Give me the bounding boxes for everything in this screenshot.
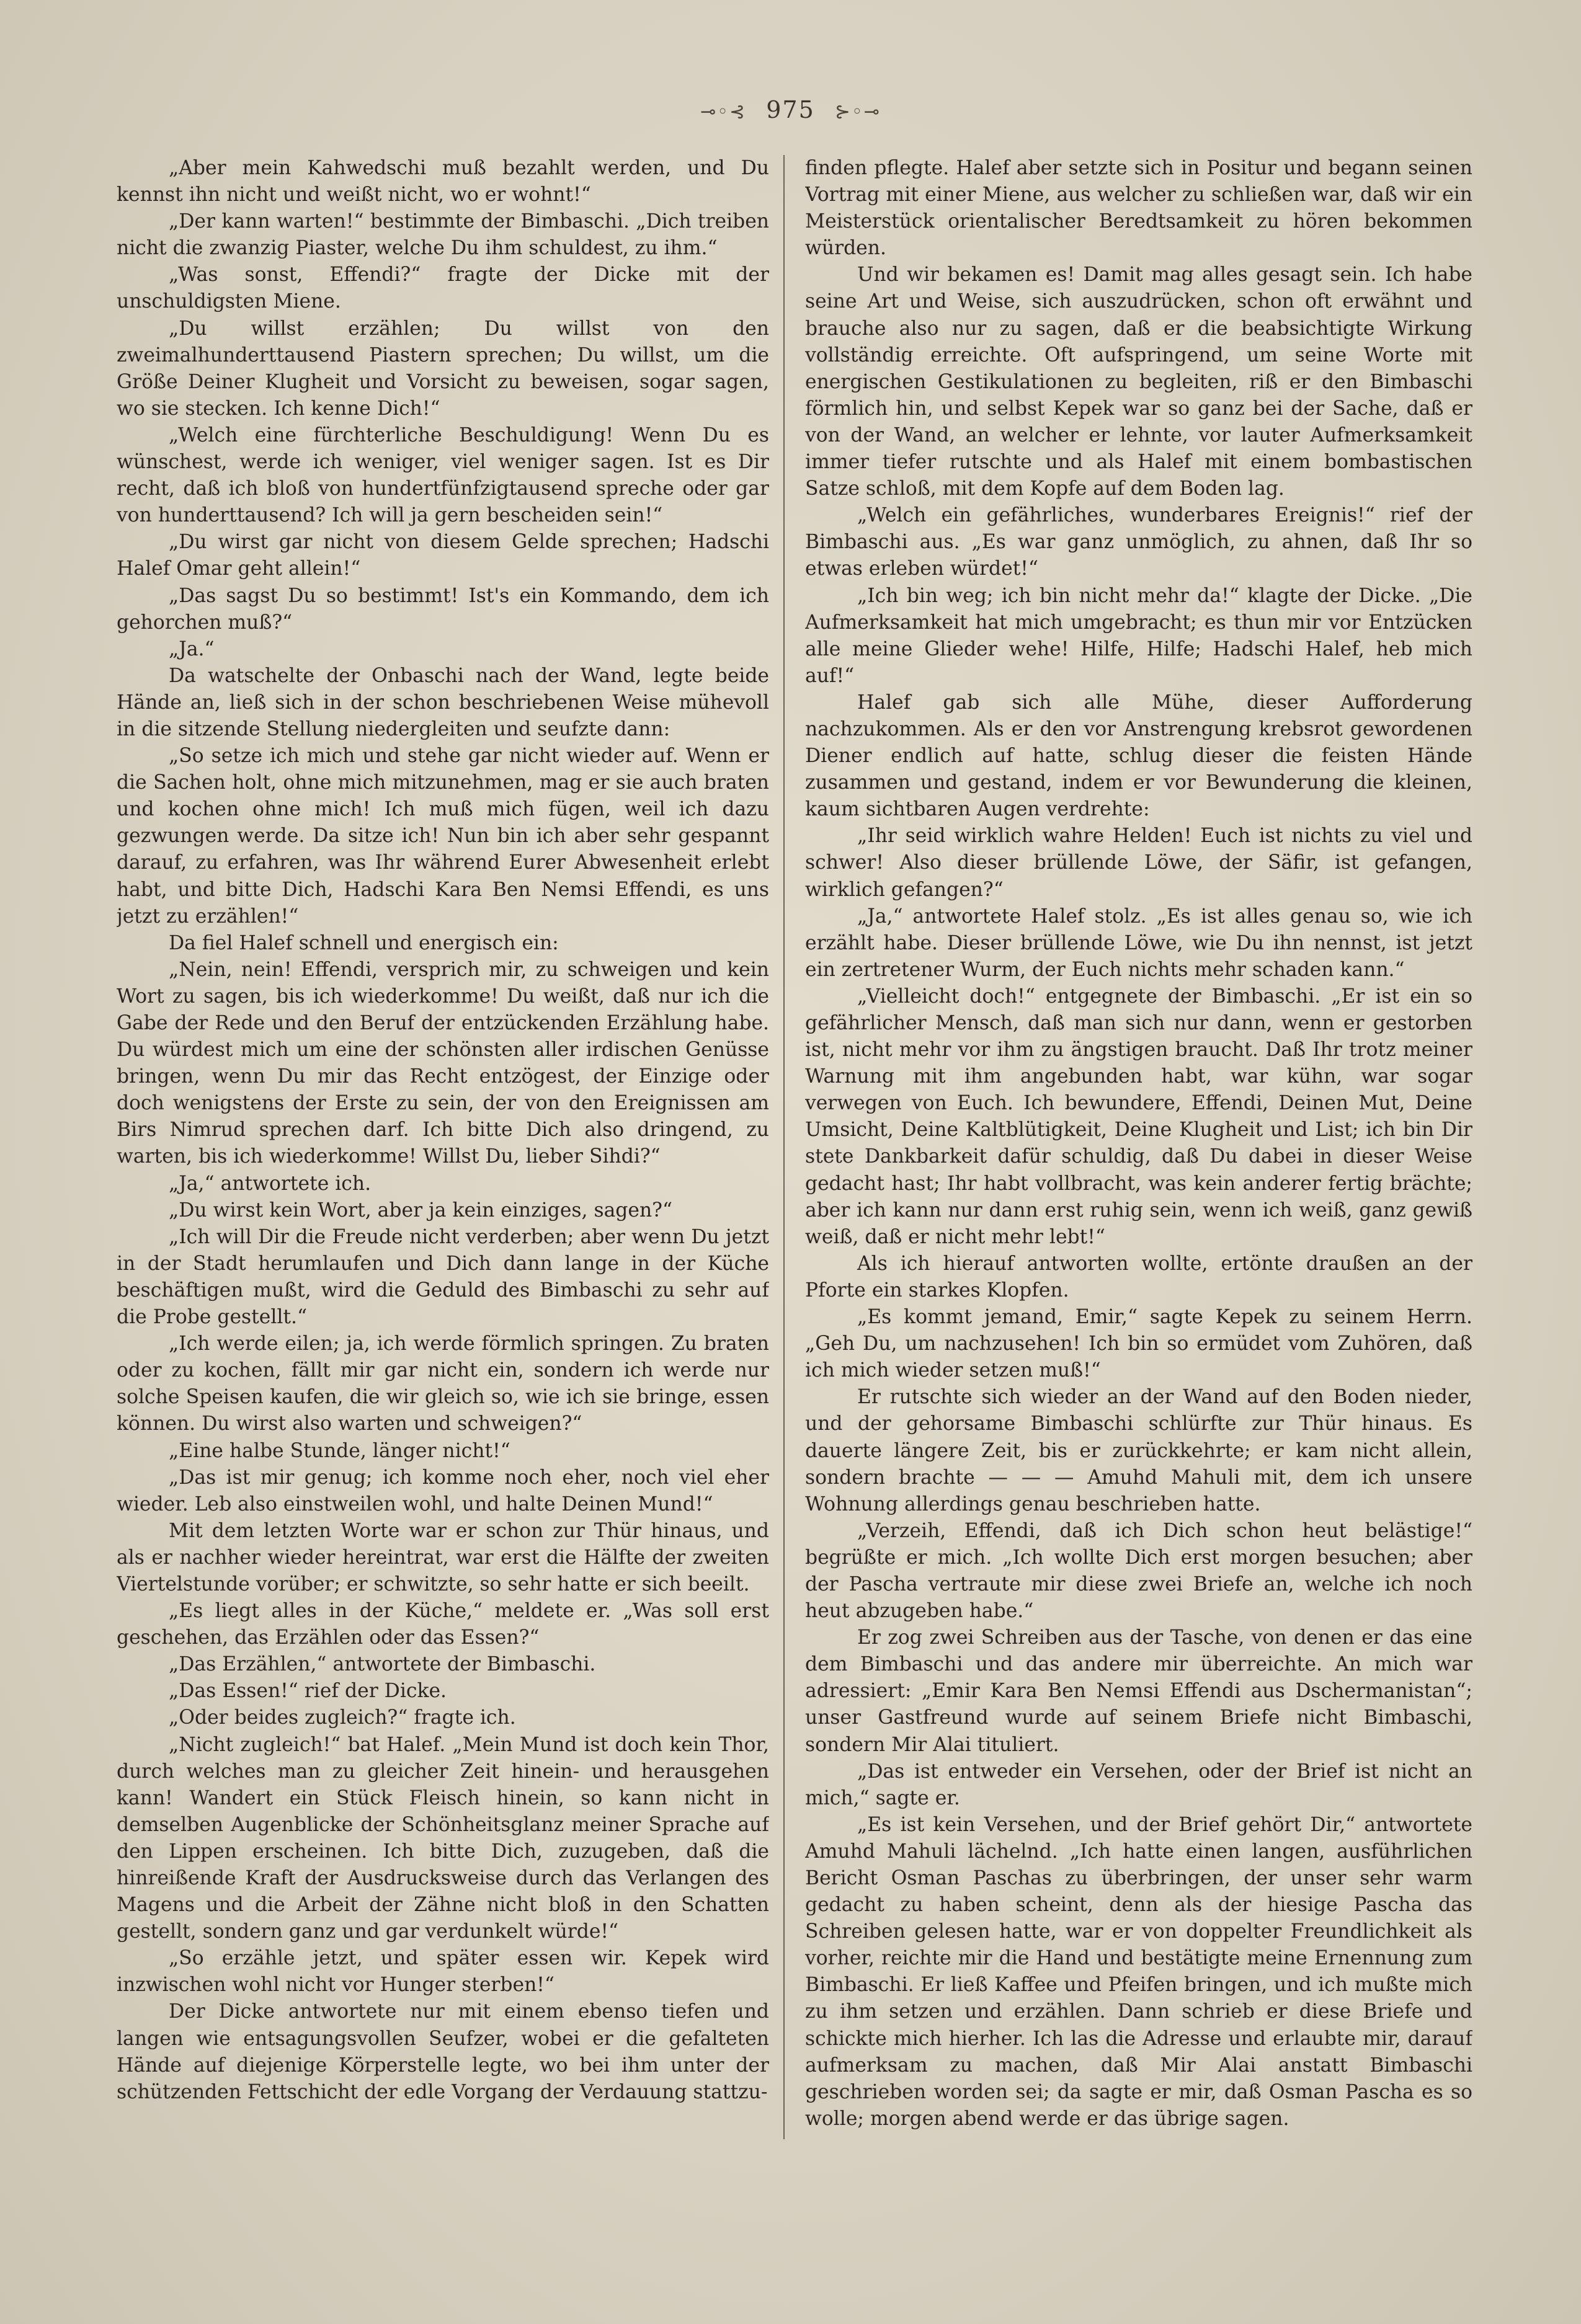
paragraph: „Ich bin weg; ich bin nicht mehr da!“ klagte der Dicke. „Die Aufmerksamkeit hat mich umgebracht; es thun mir vor Entzücken alle meine Glieder wehe! Hilfe, Hilfe; Hadschi Halef, heb mich auf!“ [805, 584, 1472, 687]
paragraph: „Verzeih, Effendi, daß ich Dich schon heut belästige!“ begrüßte er mich. „Ich wollte Dich erst morgen besuchen; aber der Pascha vertraute mir diese zwei Briefe an, welche ich noch heut abzugeben habe.“ [805, 1519, 1472, 1623]
paragraph: „Es kommt jemand, Emir,“ sagte Kepek zu seinem Herrn. „Geh Du, um nachzusehen! Ich bin so ermüdet vom Zuhören, daß ich mich wieder setzen muß!“ [805, 1306, 1472, 1382]
paragraph: „So erzähle jetzt, und später essen wir. Kepek wird inzwischen wohl nicht vor Hunger sterben!“ [117, 1947, 769, 1997]
paragraph: Da fiel Halef schnell und energisch ein: [169, 931, 559, 954]
paragraph: „Du willst erzählen; Du willst von den zweimalhunderttausend Piastern sprechen; Du willst, um die Größe Deiner Klugheit und Vorsicht zu beweisen, sogar sagen, wo sie stecken. Ich kenne Dich!“ [117, 317, 769, 420]
paragraph: Halef gab sich alle Mühe, dieser Aufforderung nachzukommen. Als er den vor Anstrengung krebsrot gewordenen Diener endlich auf hatte, schlug dieser die feisten Hände zusammen und gestand, indem er vor Bewunderung die kleinen, kaum sichtbaren Augen verdrehte: [805, 691, 1472, 821]
paragraph: Als ich hierauf antworten wollte, ertönte draußen an der Pforte ein starkes Klopfen. [805, 1252, 1472, 1302]
paragraph: „Ich werde eilen; ja, ich werde förmlich springen. Zu braten oder zu kochen, fällt mir gar nicht ein, sondern ich werde nur solche Speisen kaufen, die wir gleich so, wie ich sie bringe, essen können. Du wirst also warten und schweigen?“ [117, 1333, 769, 1435]
paragraph: Da watschelte der Onbaschi nach der Wand, legte beide Hände an, ließ sich in der schon beschriebenen Weise mühevoll in die sitzende Stellung niedergleiten und seufzte dann: [117, 664, 769, 740]
paragraph: „Du wirst kein Wort, aber ja kein einziges, sagen?“ [169, 1199, 673, 1222]
left-text-column [117, 155, 769, 2139]
paragraph: Er rutschte sich wieder an der Wand auf den Boden nieder, und der gehorsame Bimbaschi schlürfte zur Thür hinaus. Es dauerte längere Zeit, bis er zurückkehrte; er kam nicht allein, sondern brachte — — — Amuhd Mahuli mit, dem ich unsere Wohnung allerdings genau beschrieben hatte. [805, 1386, 1472, 1515]
paragraph: „Es ist kein Versehen, und der Brief gehört Dir,“ antwortete Amuhd Mahuli lächelnd. „Ich hatte einen langen, ausführlichen Bericht Osman Paschas zu überbringen, der unser sehr warm gedacht zu haben scheint, denn als der hiesige Pascha das Schreiben gelesen hatte, war er von doppelter Freundlichkeit als vorher, reichte mir die Hand und bestätigte meine Ernennung zum Bimbaschi. Er ließ Kaffee und Pfeifen bringen, und ich mußte mich zu ihm setzen und erzählen. Dann schrieb er diese Briefe und schickte mich hierher. Ich las die Adresse und erlaubte mir, darauf aufmerksam zu machen, daß Mir Alai anstatt Bimbaschi geschrieben worden sei; da sagte er mir, daß Osman Pascha es so wolle; morgen abend werde er das übrige sagen. [805, 1813, 1472, 2130]
paragraph: Er zog zwei Schreiben aus der Tasche, von denen er das eine dem Bimbaschi und das andere mir überreichte. An mich war adressiert: „Emir Kara Ben Nemsi Effendi aus Dschermanistan“; unser Gastfreund wurde auf seinem Briefe nicht Bimbaschi, sondern Mir Alai tituliert. [805, 1626, 1472, 1756]
right-ornament-icon: ⊱◦⊸ [834, 101, 881, 123]
paragraph: „Ihr seid wirklich wahre Helden! Euch ist nichts zu viel und schwer! Also dieser brüllende Löwe, der Säfir, ist gefangen, wirklich gefangen?“ [805, 825, 1472, 901]
paragraph: Mit dem letzten Worte war er schon zur Thür hinaus, und als er nachher wieder hereintrat, war erst die Hälfte der zweiten Viertelstunde vorüber; er schwitzte, so sehr hatte er sich beeilt. [117, 1519, 769, 1595]
page-number: 975 [766, 96, 815, 123]
paragraph: „Das Erzählen,“ antwortete der Bimbaschi. [169, 1653, 596, 1676]
paragraph: „Ich will Dir die Freude nicht verderben; aber wenn Du jetzt in der Stadt herumlaufen und Dich dann lange in der Küche beschäftigen mußt, wird die Geduld des Bimbaschi zu sehr auf die Probe gestellt.“ [117, 1225, 769, 1329]
left-ornament-icon: ⊸◦⊰ [700, 101, 747, 123]
paragraph: „Du wirst gar nicht von diesem Gelde sprechen; Hadschi Halef Omar geht allein!“ [117, 531, 769, 580]
paragraph: Der Dicke antwortete nur mit einem ebenso tiefen und langen wie entsagungsvollen Seufzer, wobei er die gefalteten Hände auf diejenige Körperstelle legte, wo bei ihm unter der schützenden Fettschicht der edle Vorgang der Verdauung stattzu- [117, 2000, 769, 2103]
right-text-column [805, 155, 1472, 2139]
paragraph: „Vielleicht doch!“ entgegnete der Bimbaschi. „Er ist ein so gefährlicher Mensch, daß man sich nur dann, wenn er gestorben ist, nicht mehr vor ihm zu ängstigen braucht. Daß Ihr trotz meiner Warnung mit ihm angebunden habt, war kühn, war sogar verwegen von Euch. Ich bewundere, Effendi, Deinen Mut, Deine Umsicht, Deine Kaltblütigkeit, Deine Klugheit und List; ich bin Dir stete Dankbarkeit dafür schuldig, daß Du dabei in dieser Weise gedacht hast; Ihr habt vollbracht, was kein anderer fertig brächte; aber ich kann nur dann erst ruhig sein, wenn ich weiß, ganz gewiß weiß, daß er nicht mehr lebt!“ [805, 985, 1472, 1248]
column-divider [783, 155, 785, 2139]
paragraph: „Das sagst Du so bestimmt! Ist's ein Kommando, dem ich gehorchen muß?“ [117, 584, 769, 634]
paragraph: „Das ist mir genug; ich komme noch eher, noch viel eher wieder. Leb also einstweilen wohl, und halte Deinen Mund!“ [117, 1466, 769, 1515]
paragraph: „Welch ein gefährliches, wunderbares Ereignis!“ rief der Bimbaschi aus. „Es war ganz unmöglich, zu ahnen, daß Ihr so etwas erleben würdet!“ [805, 504, 1472, 580]
paragraph: „Das ist entweder ein Versehen, oder der Brief ist nicht an mich,“ sagte er. [805, 1760, 1472, 1809]
paragraph: „Ja.“ [169, 637, 215, 660]
page-header [0, 96, 1581, 123]
paragraph: finden pflegte. Halef aber setzte sich in Positur und begann seinen Vortrag mit einer Miene, aus welcher zu schließen war, daß wir ein Meisterstück orientalischer Beredtsamkeit zu hören bekommen würden. [805, 157, 1472, 260]
paragraph: „Was sonst, Effendi?“ fragte der Dicke mit der unschuldigsten Miene. [117, 264, 769, 313]
paragraph: „Aber mein Kahwedschi muß bezahlt werden, und Du kennst ihn nicht und weißt nicht, wo er wohnt!“ [117, 157, 769, 206]
paragraph: „Der kann warten!“ bestimmte der Bimbaschi. „Dich treiben nicht die zwanzig Piaster, welche Du ihm schuldest, zu ihm.“ [117, 210, 769, 260]
paragraph: „Ja,“ antwortete ich. [169, 1172, 372, 1195]
paragraph: Und wir bekamen es! Damit mag alles gesagt sein. Ich habe seine Art und Weise, sich auszudrücken, schon oft erwähnt und brauche also nur zu sagen, daß er die beabsichtigte Wirkung vollständig erreichte. Oft aufspringend, um seine Worte mit energischen Gestikulationen zu begleiten, riß er den Bimbaschi förmlich hin, und selbst Kepek war so ganz bei der Sache, daß er von der Wand, an welcher er lehnte, vor lauter Aufmerksamkeit immer tiefer rutschte und als Halef mit einem bombastischen Satze schloß, mit dem Kopfe auf dem Boden lag. [805, 264, 1472, 500]
paragraph: „So setze ich mich und stehe gar nicht wieder auf. Wenn er die Sachen holt, ohne mich mitzunehmen, mag er sie auch braten und kochen ohne mich! Ich muß mich fügen, weil ich dazu gezwungen werde. Da sitze ich! Nun bin ich aber sehr gespannt darauf, zu erfahren, was Ihr während Eurer Abwesenheit erlebt habt, und bitte Dich, Hadschi Kara Ben Nemsi Effendi, es uns jetzt zu erzählen!“ [117, 745, 769, 928]
paragraph: „Welch eine fürchterliche Beschuldigung! Wenn Du es wünschest, werde ich weniger, viel weniger sagen. Ist es Dir recht, daß ich bloß von hundertfünfzigtausend spreche oder gar von hunderttausend? Ich will ja gern bescheiden sein!“ [117, 424, 769, 527]
paragraph: „Nicht zugleich!“ bat Halef. „Mein Mund ist doch kein Thor, durch welches man zu gleicher Zeit hinein- und herausgehen kann! Wandert ein Stück Fleisch hinein, so kann nicht in demselben Augenblicke der Schönheitsglanz meiner Sprache auf den Lippen erscheinen. Ich bitte Dich, zuzugeben, daß die hinreißende Kraft der Ausdrucksweise durch das Verlangen des Magens und die Arbeit der Zähne nicht bloß in den Schatten gestellt, sondern ganz und gar verdunkelt würde!“ [117, 1733, 769, 1943]
paragraph: „Das Essen!“ rief der Dicke. [169, 1680, 447, 1703]
paragraph: „Ja,“ antwortete Halef stolz. „Es ist alles genau so, wie ich erzählt habe. Dieser brüllende Löwe, wie Du ihn nennst, ist jetzt ein zertretener Wurm, der Euch nichts mehr schaden kann.“ [805, 905, 1472, 981]
paragraph: „Es liegt alles in der Küche,“ meldete er. „Was soll erst geschehen, das Erzählen oder das Essen?“ [117, 1600, 769, 1649]
paragraph: „Oder beides zugleich?“ fragte ich. [169, 1706, 516, 1729]
paragraph: „Nein, nein! Effendi, versprich mir, zu schweigen und kein Wort zu sagen, bis ich wiederkomme! Du weißt, daß nur ich die Gabe der Rede und den Beruf der entzückenden Erzählung habe. Du würdest mich um eine der schönsten aller irdischen Genüsse bringen, wenn Du mir das Recht entzögest, der Einzige oder doch wenigstens der Erste zu sein, der von den Ereignissen am Birs Nimrud sprechen darf. Ich bitte Dich also dringend, zu warten, bis ich wiederkomme! Willst Du, lieber Sihdi?“ [117, 958, 769, 1168]
paragraph: „Eine halbe Stunde, länger nicht!“ [169, 1439, 510, 1462]
